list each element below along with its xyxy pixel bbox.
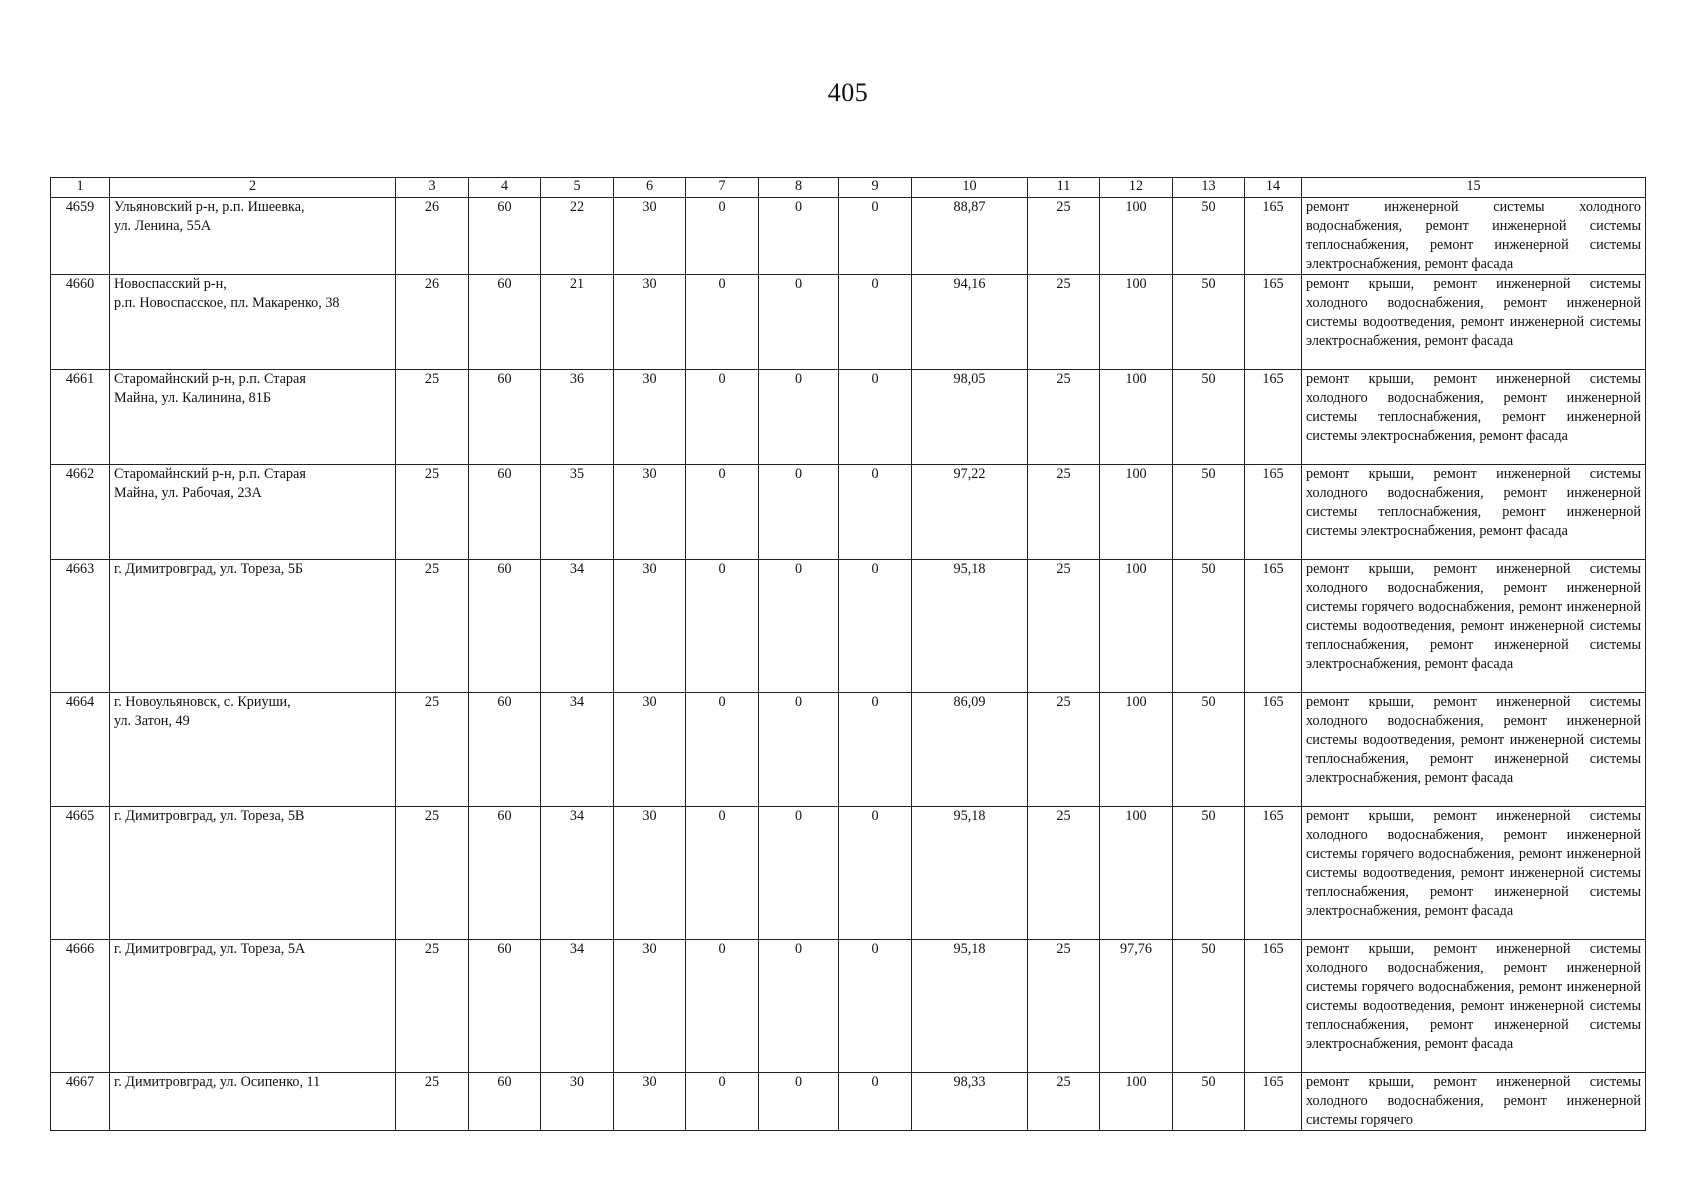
table-row [51,560,1646,693]
value-cell-c11: 25 [1028,940,1100,1073]
value-cell-c6: 30 [614,370,686,465]
table-row [51,370,1646,465]
value-cell-c4: 60 [469,1073,541,1131]
value-cell-c10: 86,09 [912,693,1028,807]
value-cell-c14: 165 [1245,1073,1302,1131]
value-cell-c6: 30 [614,940,686,1073]
table-row [51,693,1646,807]
row-number-cell: 4665 [51,807,110,940]
value-cell-c11: 25 [1028,370,1100,465]
value-cell-c3: 25 [396,693,469,807]
column-header: 3 [396,178,469,198]
column-header: 1 [51,178,110,198]
value-cell-c13: 50 [1173,465,1245,560]
value-cell-c10: 94,16 [912,275,1028,370]
value-cell-c5: 22 [541,198,614,275]
column-number-header [51,178,1646,198]
value-cell-c7: 0 [686,275,759,370]
value-cell-c10: 97,22 [912,465,1028,560]
value-cell-c14: 165 [1245,940,1302,1073]
value-cell-c8: 0 [759,370,839,465]
value-cell-c13: 50 [1173,560,1245,693]
column-header: 8 [759,178,839,198]
value-cell-c5: 34 [541,807,614,940]
value-cell-c11: 25 [1028,465,1100,560]
value-cell-c13: 50 [1173,693,1245,807]
value-cell-c5: 21 [541,275,614,370]
value-cell-c14: 165 [1245,465,1302,560]
value-cell-c3: 26 [396,275,469,370]
column-header: 6 [614,178,686,198]
value-cell-c13: 50 [1173,198,1245,275]
value-cell-c6: 30 [614,693,686,807]
address-cell: г. Димитровград, ул. Тореза, 5А [110,940,396,1073]
value-cell-c5: 36 [541,370,614,465]
value-cell-c10: 95,18 [912,807,1028,940]
value-cell-c9: 0 [839,807,912,940]
column-header: 7 [686,178,759,198]
value-cell-c9: 0 [839,693,912,807]
value-cell-c8: 0 [759,198,839,275]
value-cell-c5: 34 [541,940,614,1073]
table-row [51,198,1646,275]
value-cell-c11: 25 [1028,198,1100,275]
value-cell-c3: 26 [396,198,469,275]
row-number-cell: 4662 [51,465,110,560]
value-cell-c8: 0 [759,465,839,560]
value-cell-c14: 165 [1245,693,1302,807]
value-cell-c5: 30 [541,1073,614,1131]
value-cell-c14: 165 [1245,198,1302,275]
repair-register-table [50,177,1646,1131]
value-cell-c4: 60 [469,465,541,560]
value-cell-c7: 0 [686,560,759,693]
repair-works-cell: ремонт крыши, ремонт инженерной системы холодного водоснабжения, ремонт инженерной системы теплоснабжения, ремонт инженерной системы электроснабжения, ремонт фасада [1302,465,1646,560]
value-cell-c13: 50 [1173,275,1245,370]
value-cell-c6: 30 [614,465,686,560]
value-cell-c7: 0 [686,465,759,560]
repair-works-cell: ремонт крыши, ремонт инженерной системы холодного водоснабжения, ремонт инженерной системы горячего водоснабжения, ремонт инженерной системы водоотведения, ремонт инженерной системы теплоснабжения, ремонт инженерной системы электроснабжения, ремонт фасада [1302,940,1646,1073]
value-cell-c4: 60 [469,693,541,807]
value-cell-c11: 25 [1028,560,1100,693]
value-cell-c7: 0 [686,198,759,275]
value-cell-c13: 50 [1173,1073,1245,1131]
column-header: 12 [1100,178,1173,198]
value-cell-c13: 50 [1173,940,1245,1073]
value-cell-c6: 30 [614,275,686,370]
value-cell-c8: 0 [759,275,839,370]
value-cell-c11: 25 [1028,275,1100,370]
value-cell-c10: 95,18 [912,560,1028,693]
address-cell: Старомайнский р-н, р.п. Старая Майна, ул. Калинина, 81Б [110,370,396,465]
value-cell-c12: 97,76 [1100,940,1173,1073]
row-number-cell: 4664 [51,693,110,807]
value-cell-c7: 0 [686,1073,759,1131]
address-cell: г. Димитровград, ул. Тореза, 5В [110,807,396,940]
value-cell-c11: 25 [1028,807,1100,940]
address-cell: г. Димитровград, ул. Тореза, 5Б [110,560,396,693]
value-cell-c12: 100 [1100,560,1173,693]
row-number-cell: 4661 [51,370,110,465]
column-header: 5 [541,178,614,198]
value-cell-c14: 165 [1245,560,1302,693]
value-cell-c12: 100 [1100,1073,1173,1131]
value-cell-c3: 25 [396,465,469,560]
value-cell-c12: 100 [1100,465,1173,560]
column-header: 4 [469,178,541,198]
value-cell-c5: 34 [541,560,614,693]
value-cell-c10: 98,33 [912,1073,1028,1131]
repair-works-cell: ремонт крыши, ремонт инженерной системы холодного водоснабжения, ремонт инженерной системы горячего [1302,1073,1646,1131]
row-number-cell: 4666 [51,940,110,1073]
column-header: 10 [912,178,1028,198]
repair-works-cell: ремонт инженерной системы холодного водоснабжения, ремонт инженерной системы теплоснабжения, ремонт инженерной системы электроснабжения, ремонт фасада [1302,198,1646,275]
row-number-cell: 4667 [51,1073,110,1131]
value-cell-c12: 100 [1100,807,1173,940]
repair-works-cell: ремонт крыши, ремонт инженерной системы холодного водоснабжения, ремонт инженерной системы водоотведения, ремонт инженерной системы электроснабжения, ремонт фасада [1302,275,1646,370]
value-cell-c4: 60 [469,807,541,940]
value-cell-c13: 50 [1173,807,1245,940]
value-cell-c6: 30 [614,198,686,275]
value-cell-c12: 100 [1100,370,1173,465]
value-cell-c9: 0 [839,370,912,465]
row-number-cell: 4659 [51,198,110,275]
value-cell-c3: 25 [396,807,469,940]
table-body [51,198,1646,1131]
value-cell-c7: 0 [686,940,759,1073]
value-cell-c12: 100 [1100,693,1173,807]
value-cell-c11: 25 [1028,1073,1100,1131]
table-row [51,465,1646,560]
value-cell-c7: 0 [686,693,759,807]
value-cell-c3: 25 [396,560,469,693]
address-cell: Ульяновский р-н, р.п. Ишеевка, ул. Ленина, 55А [110,198,396,275]
value-cell-c10: 98,05 [912,370,1028,465]
table-row [51,940,1646,1073]
value-cell-c8: 0 [759,940,839,1073]
column-header: 11 [1028,178,1100,198]
address-cell: Старомайнский р-н, р.п. Старая Майна, ул. Рабочая, 23А [110,465,396,560]
value-cell-c9: 0 [839,275,912,370]
column-header: 2 [110,178,396,198]
page-number: 405 [827,78,869,107]
value-cell-c14: 165 [1245,370,1302,465]
value-cell-c9: 0 [839,940,912,1073]
value-cell-c7: 0 [686,370,759,465]
table-row [51,275,1646,370]
value-cell-c4: 60 [469,940,541,1073]
column-header: 14 [1245,178,1302,198]
column-header: 15 [1302,178,1646,198]
value-cell-c4: 60 [469,370,541,465]
repair-works-cell: ремонт крыши, ремонт инженерной системы холодного водоснабжения, ремонт инженерной системы теплоснабжения, ремонт инженерной системы электроснабжения, ремонт фасада [1302,370,1646,465]
value-cell-c10: 95,18 [912,940,1028,1073]
value-cell-c13: 50 [1173,370,1245,465]
value-cell-c3: 25 [396,1073,469,1131]
value-cell-c6: 30 [614,807,686,940]
value-cell-c8: 0 [759,1073,839,1131]
value-cell-c4: 60 [469,560,541,693]
value-cell-c9: 0 [839,465,912,560]
value-cell-c4: 60 [469,275,541,370]
address-cell: г. Новоульяновск, с. Криуши, ул. Затон, 49 [110,693,396,807]
table-row [51,1073,1646,1131]
value-cell-c8: 0 [759,807,839,940]
address-cell: Новоспасский р-н, р.п. Новоспасское, пл. Макаренко, 38 [110,275,396,370]
value-cell-c8: 0 [759,693,839,807]
value-cell-c7: 0 [686,807,759,940]
value-cell-c3: 25 [396,940,469,1073]
repair-works-cell: ремонт крыши, ремонт инженерной системы холодного водоснабжения, ремонт инженерной системы водоотведения, ремонт инженерной системы теплоснабжения, ремонт инженерной системы электроснабжения, ремонт фасада [1302,693,1646,807]
row-number-cell: 4660 [51,275,110,370]
value-cell-c8: 0 [759,560,839,693]
table-row [51,807,1646,940]
address-cell: г. Димитровград, ул. Осипенко, 11 [110,1073,396,1131]
value-cell-c3: 25 [396,370,469,465]
value-cell-c9: 0 [839,198,912,275]
value-cell-c4: 60 [469,198,541,275]
row-number-cell: 4663 [51,560,110,693]
value-cell-c6: 30 [614,1073,686,1131]
value-cell-c5: 34 [541,693,614,807]
value-cell-c6: 30 [614,560,686,693]
value-cell-c9: 0 [839,1073,912,1131]
value-cell-c12: 100 [1100,198,1173,275]
value-cell-c10: 88,87 [912,198,1028,275]
repair-works-cell: ремонт крыши, ремонт инженерной системы холодного водоснабжения, ремонт инженерной системы горячего водоснабжения, ремонт инженерной системы водоотведения, ремонт инженерной системы теплоснабжения, ремонт инженерной системы электроснабжения, ремонт фасада [1302,807,1646,940]
column-header: 9 [839,178,912,198]
repair-works-cell: ремонт крыши, ремонт инженерной системы холодного водоснабжения, ремонт инженерной системы горячего водоснабжения, ремонт инженерной системы водоотведения, ремонт инженерной системы теплоснабжения, ремонт инженерной системы электроснабжения, ремонт фасада [1302,560,1646,693]
value-cell-c14: 165 [1245,807,1302,940]
value-cell-c11: 25 [1028,693,1100,807]
value-cell-c9: 0 [839,560,912,693]
column-header: 13 [1173,178,1245,198]
value-cell-c5: 35 [541,465,614,560]
value-cell-c12: 100 [1100,275,1173,370]
value-cell-c14: 165 [1245,275,1302,370]
